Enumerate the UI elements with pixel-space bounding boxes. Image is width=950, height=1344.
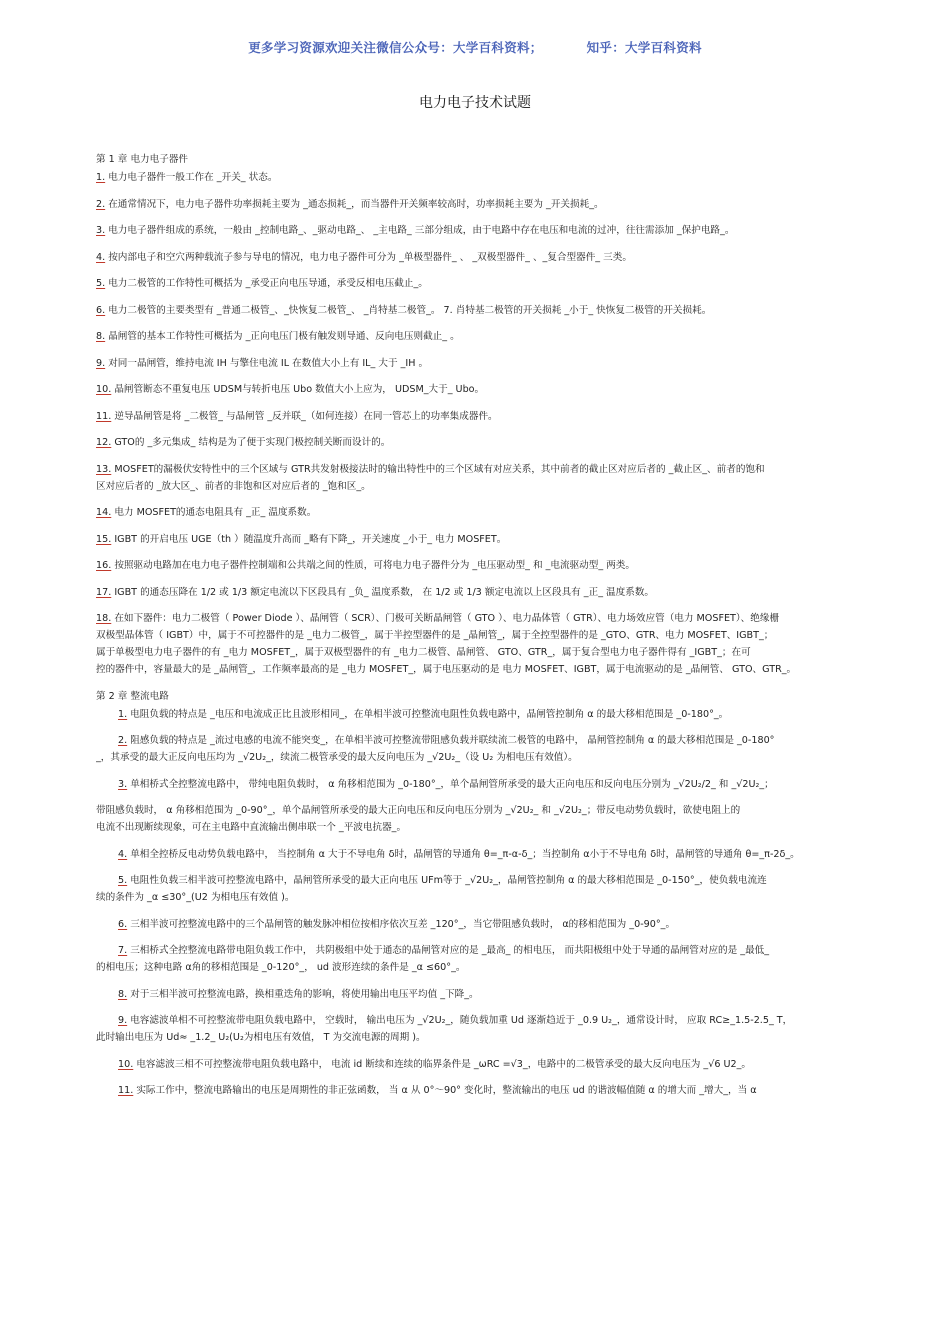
question-number: 3. (118, 778, 128, 790)
document-title: 电力电子技术试题 (419, 95, 531, 111)
question-line (96, 646, 904, 659)
question-text: 阻感负载的特点是 _流过电感的电流不能突变_，在单相半波可控整流带阻感负载并联续流二极管的电路中， 晶闸管控制角 α 的最大移相范围是 _0-180° (130, 735, 775, 746)
question-number: 5. (96, 278, 106, 289)
question-text: 电阻负载的特点是 _电压和电流成正比且波形相同_，在单相半波可控整流电阻性负载电路中，晶闸管控制角 α 的最大移相范围是 _0-180°_。 (130, 708, 729, 720)
question-text: 电力电子器件组成的系统，一般由 _控制电路_、_驱动电路_、 _主电路_ 三部分组成，由于电路中存在电压和电流的过冲，往往需添加 _保护电路_。 (108, 225, 735, 236)
question-number: 7. (118, 945, 128, 956)
question-text: 续的条件为 _α ≤30°_(U2 为相电压有效值 )。 (96, 892, 295, 903)
question-line (96, 778, 904, 791)
question-number: 9. (118, 1015, 128, 1026)
question-text: 对于三相半波可控整流电路，换相重迭角的影响，将使用输出电压平均值 _下降_。 (130, 988, 479, 1000)
question-line (96, 224, 904, 237)
question-line (96, 533, 904, 546)
question-text: 对同一晶闸管，维持电流 IH 与擎住电流 IL 在数值大小上有 IL_ 大于 _IH 。 (108, 357, 429, 369)
question-line (96, 848, 904, 861)
question-number: 9. (96, 357, 106, 369)
question-number: 4. (96, 251, 106, 263)
question-line (96, 612, 904, 625)
question-text: 电力二极管的工作特性可概括为 _承受正向电压导通，承受反相电压截止_。 (108, 278, 428, 289)
question-number: 12. (96, 437, 112, 448)
question-text: MOSFET的漏极伏安特性中的三个区域与 GTR共发射极接法时的输出特性中的三个区域有对应关系，其中前者的截止区对应后者的 _截止区_、前者的饱和 (114, 463, 765, 475)
question-line (96, 918, 904, 931)
question-text: 此时输出电压为 Ud≈ _1.2_ U₂(U₂为相电压有效值， T 为交流电源的周期 )。 (96, 1032, 426, 1043)
question-number: 17. (96, 586, 112, 598)
question-text: 实际工作中，整流电路输出的电压是周期性的非正弦函数， 当 α 从 0°～90° 变化时，整流输出的电压 ud 的谐波幅值随 α 的增大而 _增大_，当 α (136, 1085, 757, 1096)
question-line (96, 874, 904, 887)
question-text: 按内部电子和空穴两种载流子参与导电的情况，电力电子器件可分为 _单极型器件_ 、 _双极型器件_ 、_复合型器件_ 三类。 (108, 251, 632, 263)
question-line (96, 171, 904, 184)
question-text: 单相桥式全控整流电路中， 带纯电阻负载时， α 角移相范围为 _0-180°_，单个晶闸管所承受的最大正向电压和反向电压分别为 _√2U₂/2_ 和 _√2U₂_； (130, 778, 774, 790)
question-line (96, 708, 904, 721)
question-text: 电力 MOSFET的通态电阻具有 _正_ 温度系数。 (114, 507, 317, 518)
question-line (96, 1014, 904, 1027)
question-text: 晶闸管的基本工作特性可概括为 _正向电压门极有触发则导通、反向电压则截止_ 。 (108, 331, 460, 342)
question-text: 晶闸管断态不重复电压 UDSM与转折电压 Ubo 数值大小上应为， UDSM_大于_ Ubo。 (114, 384, 485, 395)
banner-wechat-text: 更多学习资源欢迎关注微信公众号：大学百科资料； (248, 40, 543, 55)
question-line (96, 198, 904, 211)
banner-zhihu-text: 知乎：大学百科资料 (586, 40, 702, 55)
question-text: 三相半波可控整流电路中的三个晶闸管的触发脉冲相位按相序依次互差 _120°_，当它带阻感负载时， α的移相范围为 _0-90°_。 (130, 918, 676, 930)
question-number: 16. (96, 560, 112, 571)
question-text: GTO的 _多元集成_ 结构是为了便于实现门极控制关断而设计的。 (114, 437, 391, 448)
question-line (96, 663, 904, 676)
question-text: 属于单极型电力电子器件的有 _电力 MOSFET_，属于双极型器件的有 _电力二极管、晶闸管、 GTO、GTR_，属于复合型电力电子器件得有 _IGBT_；在可 (96, 647, 751, 658)
question-line (96, 891, 904, 904)
question-text: 电力二极管的主要类型有 _普通二极管_、_快恢复二极管_、 _肖特基二极管_。 7. 肖特基二极管的开关损耗 _小于_ 快恢复二极管的开关损耗。 (108, 304, 712, 316)
question-number: 13. (96, 463, 112, 475)
question-text: 电阻性负载三相半波可控整流电路中，晶闸管所承受的最大正向电压 UFm等于 _√2U₂_，晶闸管控制角 α 的最大移相范围是 _0-150°_，使负载电流连 (130, 875, 767, 886)
question-number: 14. (96, 507, 112, 518)
question-line (96, 1058, 904, 1071)
question-text: 三相桥式全控整流电路带电阻负载工作中， 共阴极组中处于通态的晶闸管对应的是 _最高_ 的相电压， 而共阳极组中处于导通的晶闸管对应的是 _最低_ (130, 945, 770, 956)
question-text: 带阻感负载时， α 角移相范围为 _0-90°_，单个晶闸管所承受的最大正向电压和反向电压分别为 _√2U₂_ 和 _√2U₂_；带反电动势负载时，欲使电阻上的 (96, 805, 741, 816)
question-number: 2. (96, 198, 106, 210)
question-text: 逆导晶闸管是将 _二极管_ 与晶闸管 _反并联_（如何连接）在同一管芯上的功率集成器件。 (114, 410, 498, 422)
question-line (96, 751, 904, 764)
question-line (96, 961, 904, 974)
question-text: 区对应后者的 _放大区_、前者的非饱和区对应后者的 _饱和区_。 (96, 480, 371, 492)
question-line (96, 251, 904, 264)
question-line (96, 330, 904, 343)
question-line (96, 988, 904, 1001)
question-number: 8. (118, 988, 128, 1000)
question-line (96, 357, 904, 370)
question-text: 在如下器件：电力二极管（ Power Diode ）、晶闸管（ SCR）、门极可关断晶闸管（ GTO ）、电力晶体管（ GTR）、电力场效应管（电力 MOSFET）、绝缘栅 (114, 613, 780, 624)
question-text: 按照驱动电路加在电力电子器件控制端和公共端之间的性质，可将电力电子器件分为 _电压驱动型_ 和 _电流驱动型_ 两类。 (114, 560, 635, 571)
question-line (96, 944, 904, 957)
question-text: 的相电压；这种电路 α角的移相范围是 _0-120°_， ud 波形连续的条件是 _α ≤60°_。 (96, 962, 466, 973)
question-number: 3. (96, 225, 106, 236)
question-line (96, 559, 904, 572)
question-line (96, 821, 904, 834)
question-text: 第 1 章 电力电子器件 (96, 154, 189, 165)
chapter-heading (96, 153, 904, 166)
question-text: 电容滤波三相不可控整流带电阻负载电路中， 电流 id 断续和连续的临界条件是 _ωRC =√3_，电路中的二极管承受的最大反向电压为 _√6 U2_。 (136, 1058, 752, 1070)
question-text: 单相全控桥反电动势负载电路中， 当控制角 α 大于不导电角 δ时，晶闸管的导通角 θ=_π-α-δ_；当控制角 α小于不导电角 δ时，晶闸管的导通角 θ=_π-2δ_。 (130, 848, 800, 860)
question-list (96, 153, 904, 1111)
question-number: 8. (96, 331, 106, 342)
question-number: 5. (118, 875, 128, 886)
question-text: 在通常情况下，电力电子器件功率损耗主要为 _通态损耗_，而当器件开关频率较高时，功率损耗主要为 _开关损耗_。 (108, 198, 604, 210)
question-text: 电容滤波单相不可控整流带电阻负载电路中， 空载时， 输出电压为 _√2U₂_，随负载加重 Ud 逐渐趋近于 _0.9 U₂_，通常设计时， 应取 RC≥_1.5-2.5_ T， (130, 1015, 793, 1026)
question-line (96, 804, 904, 817)
question-line (96, 586, 904, 599)
question-line (96, 436, 904, 449)
question-line (96, 629, 904, 642)
question-number: 18. (96, 613, 112, 624)
question-line (96, 383, 904, 396)
question-number: 6. (96, 304, 106, 316)
question-line (96, 734, 904, 747)
question-number: 1. (118, 708, 128, 720)
question-number: 10. (96, 384, 112, 395)
question-text: IGBT 的通态压降在 1/2 或 1/3 额定电流以下区段具有 _负_ 温度系数， 在 1/2 或 1/3 额定电流以上区段具有 _正_ 温度系数。 (114, 586, 655, 598)
chapter-heading (96, 690, 904, 703)
question-text: 电力电子器件一般工作在 _开关_ 状态。 (108, 172, 278, 183)
question-line (96, 277, 904, 290)
question-number: 10. (118, 1058, 134, 1070)
question-line (96, 1031, 904, 1044)
question-line (96, 506, 904, 519)
question-text: 控的器件中，容量最大的是 _晶闸管_，工作频率最高的是 _电力 MOSFET_，属于电压驱动的是 电力 MOSFET、IGBT，属于电流驱动的是 _晶闸管、 GTO、GTR_。 (96, 664, 797, 675)
question-number: 2. (118, 735, 128, 746)
question-number: 1. (96, 172, 106, 183)
question-line (96, 410, 904, 423)
question-line (96, 480, 904, 493)
question-text: 第 2 章 整流电路 (96, 690, 169, 702)
question-text: IGBT 的开启电压 UGE（th ）随温度升高而 _略有下降_，开关速度 _小于_ 电力 MOSFET。 (114, 533, 507, 545)
question-line (96, 304, 904, 317)
question-line (96, 1084, 904, 1097)
question-line (96, 463, 904, 476)
question-text: 双极型晶体管（ IGBT）中，属于不可控器件的是 _电力二极管_，属于半控型器件的是 _晶闸管_，属于全控型器件的是 _GTO、GTR、电力 MOSFET、IGBT_； (96, 630, 774, 641)
question-text: 电流不出现断续现象，可在主电路中直流输出侧串联一个 _平波电抗器_。 (96, 822, 407, 833)
question-number: 15. (96, 533, 112, 545)
question-number: 4. (118, 848, 128, 860)
header-banner (0, 38, 950, 56)
question-text: _，其承受的最大正反向电压均为 _√2U₂_，续流二极管承受的最大反向电压为 _√2U₂_（设 U₂ 为相电压有效值）。 (96, 752, 578, 763)
question-number: 11. (96, 410, 112, 422)
question-number: 6. (118, 918, 128, 930)
question-number: 11. (118, 1085, 134, 1096)
